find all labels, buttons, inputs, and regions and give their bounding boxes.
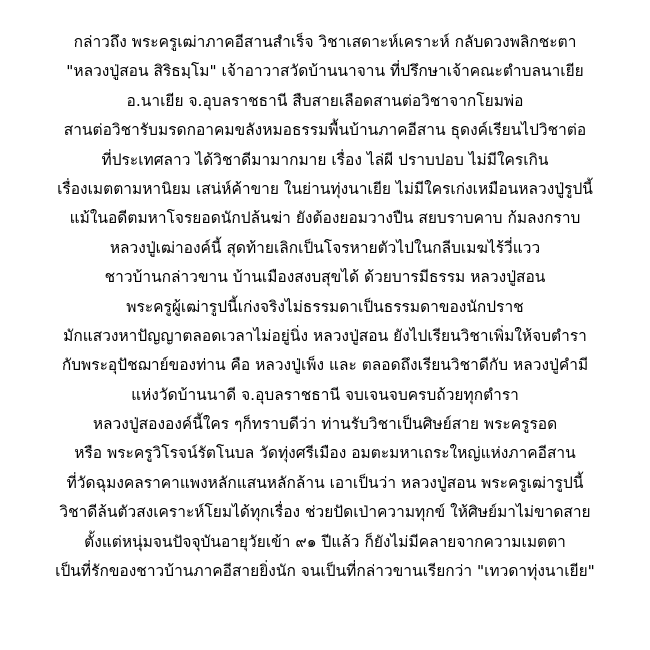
text-line-4: สานต่อวิชารับมรดกอาคมขลังหมอธรรมพื้นบ้านภาคอีสาน ธุดงค์เรียนไปวิชาต่อ [63, 121, 587, 140]
text-line-18: ตั้งแต่หนุ่มจนปัจจุบันอายุวัยเข้า ๙๑ ปีแล้ว ก็ยังไม่มีคลายจากความเมตตา [84, 532, 566, 551]
text-line-16: ที่วัดฉุมงคลราคาแพงหลักแสนหลักล้าน เอาเป็นว่า หลวงปู่สอน พระครูเฒ่ารูปนี้ [66, 473, 584, 492]
text-line-19: เป็นที่รักของชาวบ้านภาคอีสายยิ่งนัก จนเป็นที่กล่าวขานเรียกว่า "เทวดาทุ่งนาเยีย" [55, 562, 595, 581]
article-text [8, 28, 642, 586]
text-line-11: มักแสวงหาปัญญาตลอดเวลาไม่อยู่นิ่ง หลวงปู่สอน ยังไปเรียนวิชาเพิ่มให้จบตำรา [63, 326, 587, 345]
text-line-1: กล่าวถึง พระครูเฒ่าภาคอีสานสำเร็จ วิชาเสดาะห์เคราะห์ กลับดวงพลิกชะตา [73, 33, 577, 51]
text-line-14: หลวงปู่สององค์นี้ใคร ๆก็ทราบดีว่า ท่านรับวิชาเป็นศิษย์สาย พระครูรอด [92, 415, 558, 434]
text-line-3: อ.นาเยีย จ.อุบลราชธานี สืบสายเลือดสานต่อวิชาจากโยมพ่อ [126, 91, 524, 110]
text-line-6: เรื่องเมตตามหานิยม เสน่ห์ค้าขาย ในย่านทุ่งนาเยีย ไม่มีใครเก่งเหมือนหลวงปู่รูปนี้ [57, 179, 593, 198]
text-line-15: หรือ พระครูวิโรจน์รัตโนบล วัดทุ่งศรีเมือง อมตะมหาเถระใหญ่แห่งภาคอีสาน [74, 444, 576, 463]
text-line-17: วิชาดีล้นตัวสงเคราะห์โยมได้ทุกเรื่อง ช่วยปัดเป่าความทุกข์ ให้ศิษย์มาไม่ขาดสาย [59, 503, 591, 522]
text-line-7: แม้ในอดีตมหาโจรยอดนักปล้นฆ่า ยังต้องยอมวางปืน สยบราบคาบ ก้มลงกราบ [69, 209, 581, 228]
text-line-2: "หลวงปู่สอน สิริธมฺโม" เจ้าอาวาสวัดบ้านนาจาน ที่ปรึกษาเจ้าคณะตำบลนาเยีย [66, 62, 584, 81]
text-line-13: แห่งวัดบ้านนาดี จ.อุบลราชธานี จบเจนจบครบถ้วยทุกตำรา [131, 385, 519, 404]
text-line-9: ชาวบ้านกล่าวขาน บ้านเมืองสงบสุขได้ ด้วยบารมีธรรม หลวงปู่สอน [104, 268, 546, 287]
text-line-12: กับพระอุปัชฌาย์ของท่าน คือ หลวงปู่เพ็ง และ ตลอดถึงเรียนวิชาดีกับ หลวงปู่คำมี [61, 356, 589, 375]
text-line-10: พระครูผู้เฒ่ารูปนี้เก่งจริงไม่ธรรมดาเป็นธรรมดาของนักปราช [126, 297, 524, 316]
text-line-8: หลวงปู่เฒ่าองค์นี้ สุดท้ายเลิกเป็นโจรหายตัวไปในกลีบเมฆไร้วี่แวว [109, 238, 541, 257]
text-line-5: ที่ประเทศลาว ได้วิชาดีมามากมาย เรื่อง ไล่ผี ปราบปอบ ไม่มีใครเกิน [101, 150, 549, 169]
